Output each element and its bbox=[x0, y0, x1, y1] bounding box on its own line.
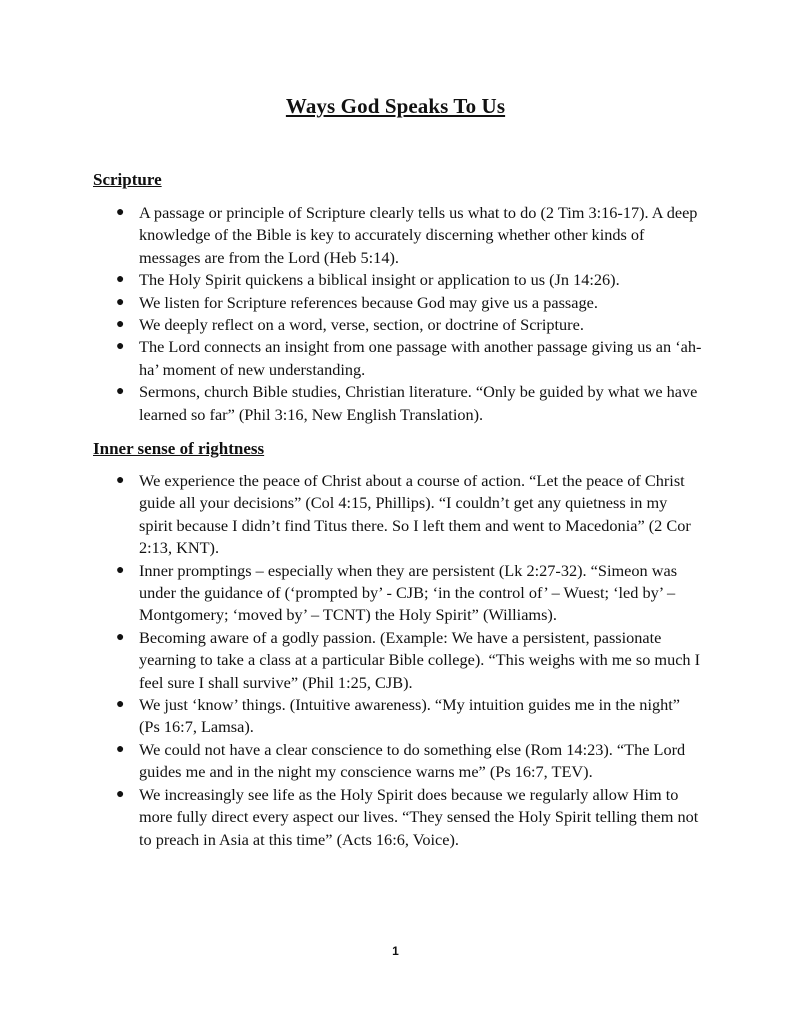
bullet-icon: ● bbox=[116, 384, 125, 400]
list-item-text: We just ‘know’ things. (Intuitive awareness). “My intuition guides me in the night” (Ps 16:7, Lamsa). bbox=[139, 695, 680, 737]
list-item bbox=[0, 381, 704, 426]
bullet-icon: ● bbox=[116, 562, 125, 578]
list-item bbox=[0, 739, 704, 784]
scripture-list bbox=[0, 202, 791, 426]
bullet-icon: ● bbox=[116, 741, 125, 757]
list-item bbox=[0, 470, 704, 560]
bullet-icon: ● bbox=[116, 205, 125, 220]
list-item-text: We increasingly see life as the Holy Spirit does because we regularly allow Him to more fully direct every aspect our lives. “They sensed the Holy Spirit telling them not to preach in Asia at this time” (Acts 16:6, Voice). bbox=[139, 784, 699, 849]
bullet-icon: ● bbox=[116, 629, 125, 645]
list-item-text: We experience the peace of Christ about a course of action. “Let the peace of Christ guide all your decisions” (Col 4:15, Phillips). “I couldn’t get any quietness in my spirit because I didn’t find Titus there. So I left them and went to Macedonia” (2 Cor 2:13, KNT). bbox=[139, 471, 691, 558]
bullet-icon: ● bbox=[116, 697, 125, 713]
page-number: 1 bbox=[392, 944, 399, 958]
list-item-text: Inner promptings – especially when they are persistent (Lk 2:27-32). “Simeon was under the guidance of (‘prompted by’ - CJB; ‘in the control of’ – Wuest; ‘led by’ – Montgomery; ‘moved by’ – TCNT) the Holy Spirit” (Williams). bbox=[139, 560, 678, 625]
inner-sense-list bbox=[0, 470, 791, 851]
list-item bbox=[0, 627, 704, 694]
list-item-text: We could not have a clear conscience to do something else (Rom 14:23). “The Lord guides me and in the night my conscience warns me” (Ps 16:7, TEV). bbox=[139, 739, 686, 782]
list-item-text: Sermons, church Bible studies, Christian literature. “Only be guided by what we have learned so far” (Phil 3:16, New English Translation). bbox=[139, 382, 698, 424]
list-item bbox=[0, 784, 704, 851]
list-item-text: We listen for Scripture references because God may give us a passage. bbox=[139, 292, 598, 312]
page-title: Ways God Speaks To Us bbox=[285, 94, 506, 118]
bullet-icon: ● bbox=[116, 473, 125, 488]
bullet-icon: ● bbox=[116, 339, 125, 355]
list-item bbox=[0, 694, 704, 739]
bullet-icon: ● bbox=[116, 317, 125, 333]
list-item bbox=[0, 292, 704, 314]
list-item-text: A passage or principle of Scripture clearly tells us what to do (2 Tim 3:16-17). A deep knowledge of the Bible is key to accurately discerning whether other kinds of messages are from the Lord (Heb 5:14). bbox=[139, 203, 698, 267]
section-heading-scripture: Scripture bbox=[93, 170, 162, 189]
list-item-text: The Lord connects an insight from one passage with another passage giving us an ‘ah-ha’ moment of new understanding. bbox=[139, 337, 702, 379]
list-item-text: We deeply reflect on a word, verse, section, or doctrine of Scripture. bbox=[139, 315, 584, 335]
list-item bbox=[0, 269, 704, 291]
bullet-icon: ● bbox=[116, 272, 125, 288]
list-item bbox=[0, 336, 704, 381]
list-item bbox=[0, 314, 704, 336]
list-item bbox=[0, 560, 704, 627]
list-item-text: Becoming aware of a godly passion. (Example: We have a persistent, passionate yearning to take a class at a particular Bible college). “This weighs with me so much I feel sure I shall survive” (Phil 1:25, CJB). bbox=[139, 627, 701, 692]
section-heading-inner-sense: Inner sense of rightness bbox=[93, 439, 265, 458]
bullet-icon: ● bbox=[116, 786, 125, 802]
list-item-text: The Holy Spirit quickens a biblical insight or application to us (Jn 14:26). bbox=[139, 270, 620, 290]
list-item bbox=[0, 202, 704, 269]
bullet-icon: ● bbox=[116, 294, 125, 310]
